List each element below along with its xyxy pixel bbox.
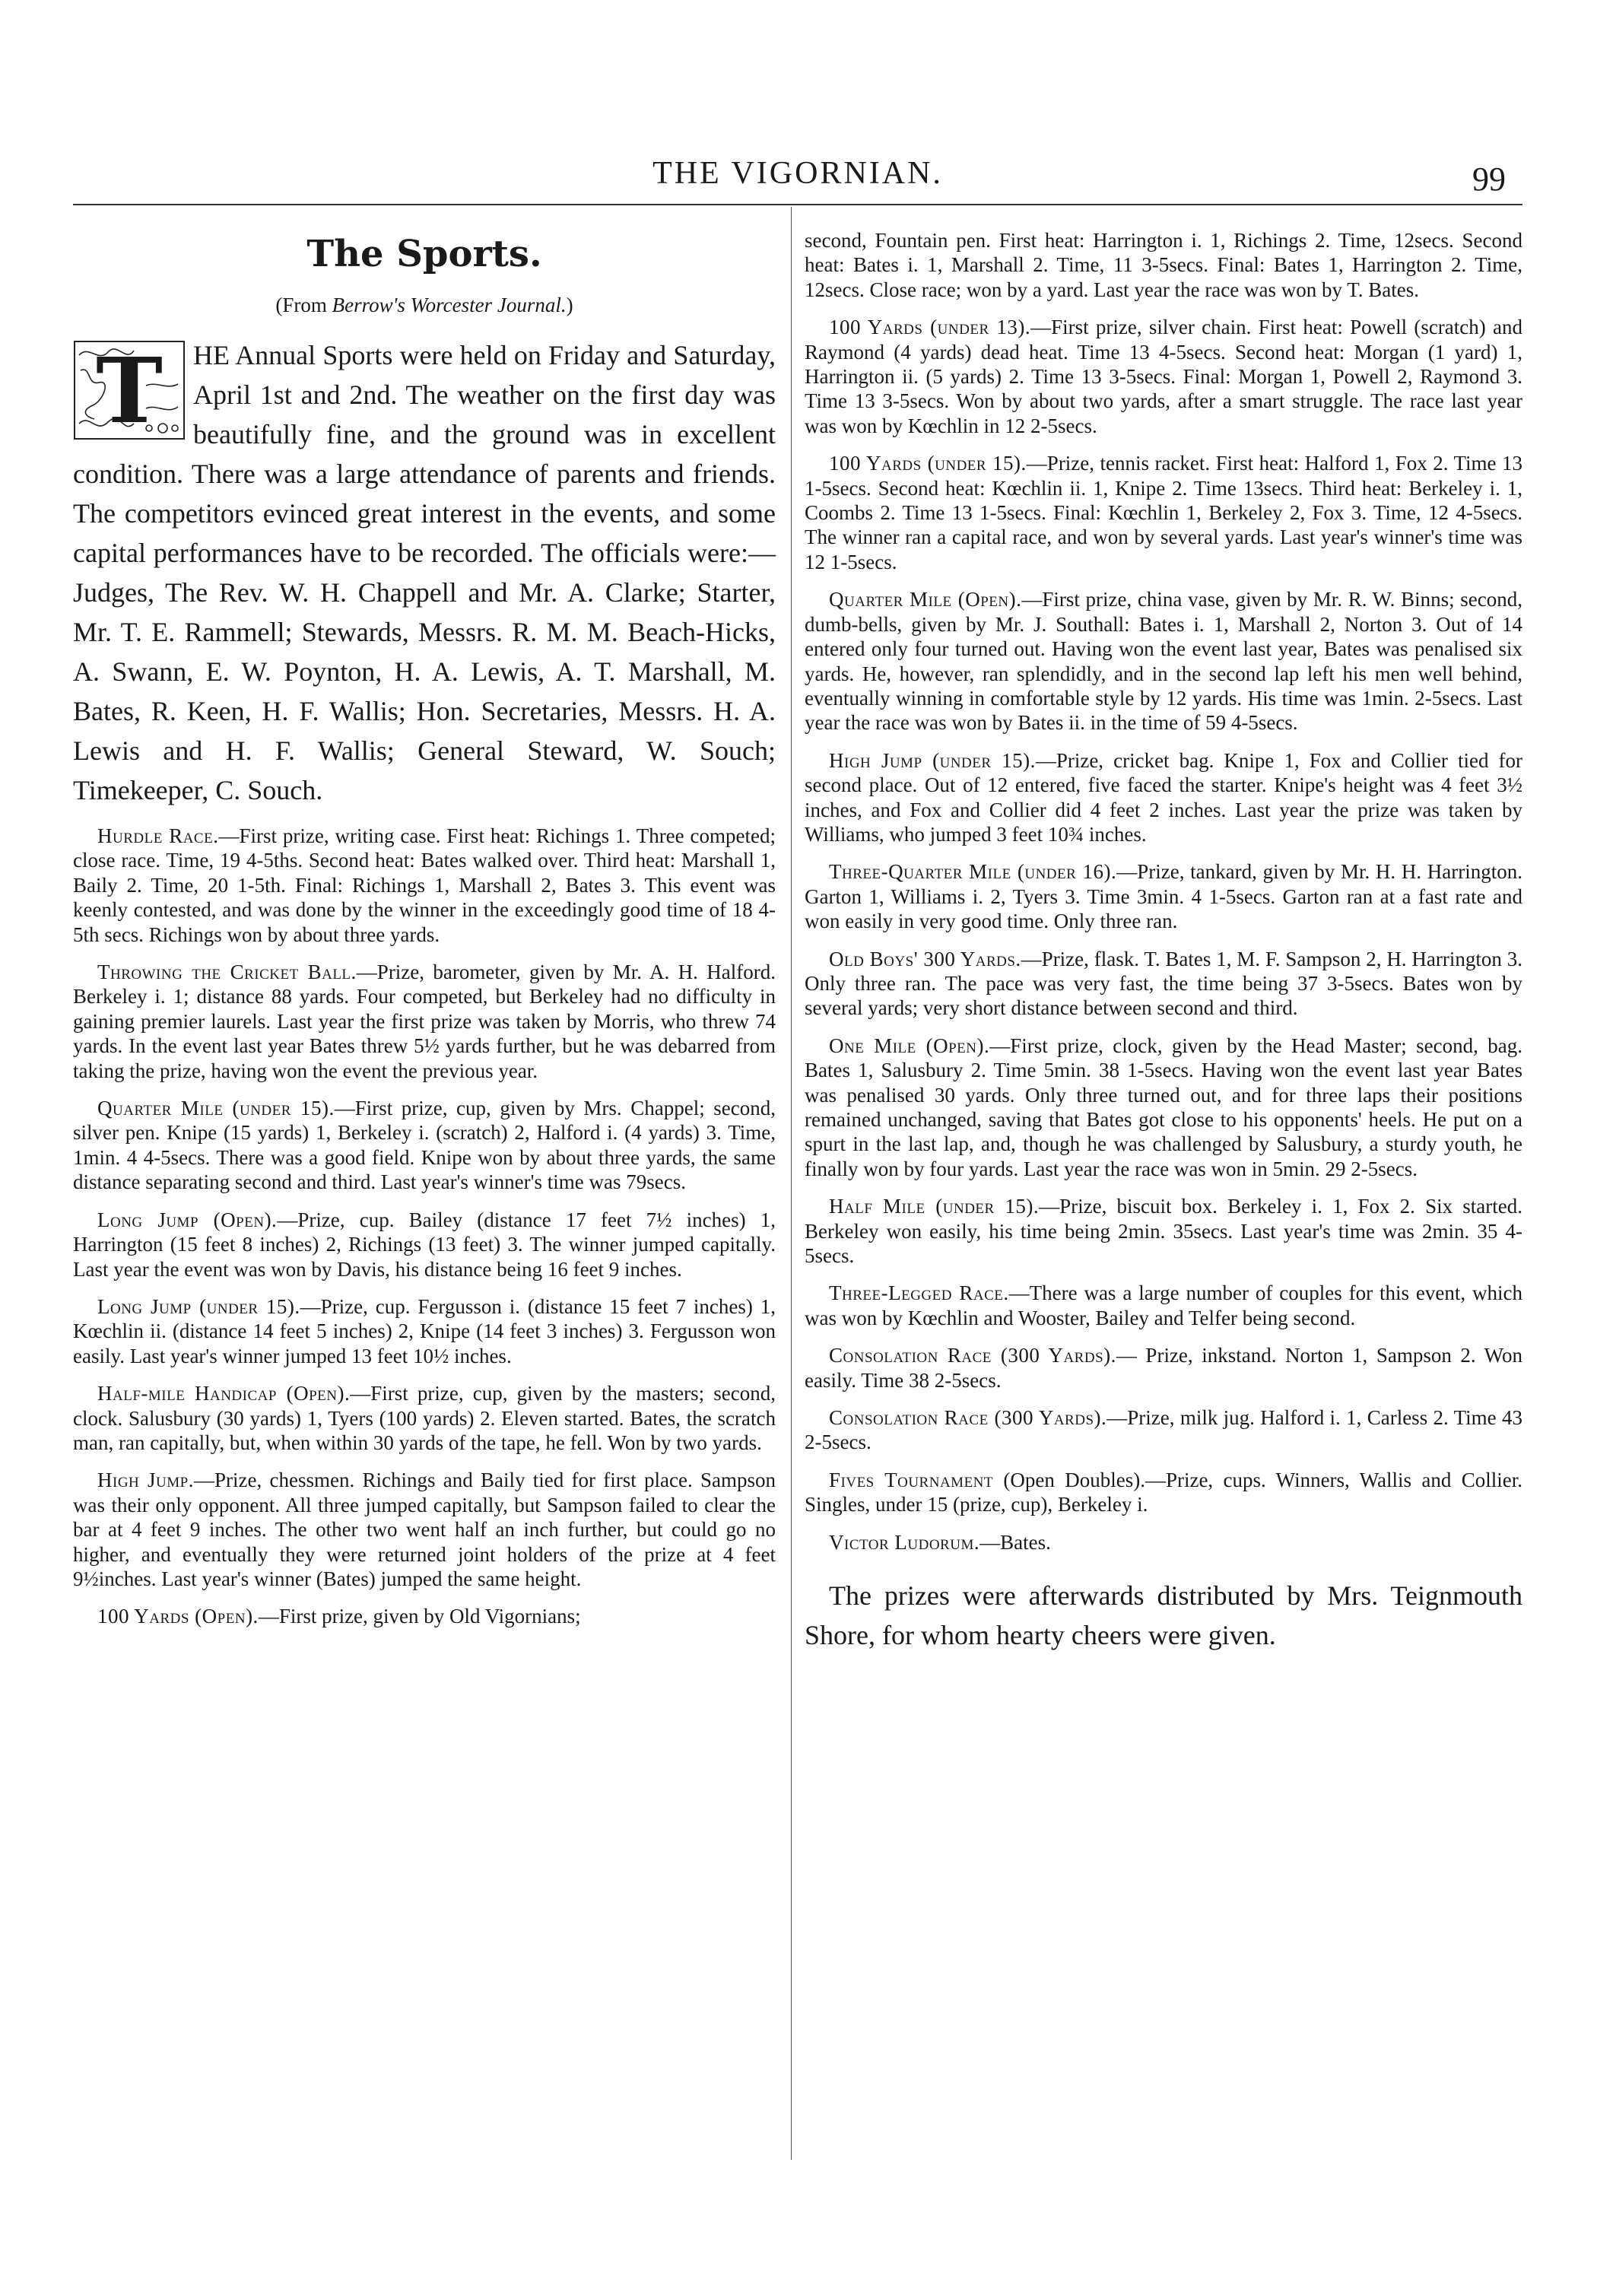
event-heading: Consolation Race (300 Yards). xyxy=(829,1406,1107,1430)
event-text: —Prize, milk jug. Halford i. 1, Carless 2. Time 43 2-5secs. xyxy=(805,1406,1522,1454)
event-text: —Prize, chessmen. Richings and Baily tied for first place. Sampson was their only opponent. All three jumped capitally, but Sampson failed to clear the bar at 4 feet 9 inches. The other two went half an inch further, but could go no higher, and eventually they were returned joint holders of the prize at 4 feet 9½inches. Last year's winner (Bates) jumped the same height. xyxy=(73,1469,776,1590)
running-title: THE VIGORNIAN. xyxy=(652,156,943,191)
event-heading: Throwing the Cricket Ball. xyxy=(97,961,357,984)
event-text: —Prize, tennis racket. First heat: Halford 1, Fox 2. Time 13 1-5secs. Second heat: Kœchlin ii. 1, Knipe 2. Time 13secs. Third heat: Berkeley i. 1, Coombs 2. Time 13 1-5secs. Final: Kœchlin 1, Berkeley 2, Fox 3. Time, 12 4-5secs. The winner ran a capital race, and won by several yards. Last year's winner's time was 12 1-5secs. xyxy=(805,452,1522,573)
event-entry xyxy=(73,1096,776,1195)
ornamental-dropcap xyxy=(73,340,186,440)
event-text: —Prize, flask. T. Bates 1, M. F. Sampson 2, H. Harrington 3. Only three ran. The pace was very fast, the time being 37 3-5secs. Bates won by several yards; very short distance between second and third. xyxy=(805,947,1522,1020)
event-heading: Quarter Mile (Open). xyxy=(829,588,1022,611)
event-text: —First prize, silver chain. First heat: Powell (scratch) and Raymond (4 yards) dead heat. Time 13 4-5secs. Second heat: Morgan (1 yard) 1, Harrington ii. (5 yards) 2. Time 13 3-5secs. Final: Morgan 1, Powell 2, Raymond 3. Time 13 3-5secs. Won by about two yards, after a smart struggle. The race last year was won by Kœchlin in 12 2-5secs. xyxy=(805,316,1522,437)
event-entry xyxy=(805,1468,1522,1517)
event-entry xyxy=(73,1468,776,1591)
event-text: —Bates. xyxy=(979,1530,1051,1554)
event-entry xyxy=(73,824,776,947)
event-entry xyxy=(73,1208,776,1281)
event-heading: Quarter Mile (under 15). xyxy=(97,1097,335,1120)
event-entry xyxy=(805,1530,1522,1554)
intro-paragraph xyxy=(73,335,776,810)
event-heading: Half Mile (under 15). xyxy=(829,1195,1040,1218)
event-text: (Open Doubles).—Prize, cups. Winners, Wallis and Collier. Singles, under 15 (prize, cup), Berkeley i. xyxy=(805,1468,1522,1516)
event-heading: 100 Yards (Open). xyxy=(97,1605,259,1628)
event-text: —First prize, clock, given by the Head Master; second, bag. Bates 1, Salusbury 2. Time 5min. 38 1-5secs. Having won the event last year Bates was penalised 30 yards. Only three turned out, and for three laps their positions remained unchanged, saving that Bates got close to his opponents' heels. He put on a spurt in the last lap, and, though he was challenged by Salusbury, a sturdy youth, he finally won by four yards. Last year the race was won in 5min. 29 2-5secs. xyxy=(805,1034,1522,1180)
event-entry xyxy=(805,451,1522,574)
event-entry xyxy=(805,1281,1522,1330)
header-rule xyxy=(73,204,1522,205)
event-text: —First prize, cup, given by Mrs. Chappel; second, silver pen. Knipe (15 yards) 1, Berkeley i. (scratch) 2, Halford i. (4 yards) 3. Time, 1min. 4 4-5secs. There was a good field. Knipe won by about three yards, the same distance separating second and third. Last year's winner's time was 79secs. xyxy=(73,1097,776,1194)
event-entry xyxy=(73,1604,776,1628)
event-text: — Prize, inkstand. Norton 1, Sampson 2. Won easily. Time 38 2-5secs. xyxy=(805,1344,1522,1392)
page-header xyxy=(73,149,1522,202)
event-text: —Prize, cup. Bailey (distance 17 feet 7½ inches) 1, Harrington (15 feet 8 inches) 2, Richings (13 feet) 3. The winner jumped capitally. Last year the event was won by Davis, his distance being 16 feet 9 inches. xyxy=(73,1208,776,1281)
continued-entry: second, Fountain pen. First heat: Harrington i. 1, Richings 2. Time, 12secs. Second heat: Bates i. 1, Marshall 2. Time, 11 3-5secs. Final: Bates 1, Harrington 2. Time, 12secs. Close race; won by a yard. Last year the race was won by T. Bates. xyxy=(805,229,1522,301)
event-entry xyxy=(805,587,1522,735)
article-title: The Sports. xyxy=(306,233,542,275)
event-heading: One Mile (Open). xyxy=(829,1034,990,1057)
event-text: —Prize, cup. Fergusson i. (distance 15 feet 7 inches) 1, Kœchlin ii. (distance 14 feet 5 inches) 2, Knipe (14 feet 3 inches) 3. Fergusson won easily. Last year's winner jumped 13 feet 10½ inches. xyxy=(73,1294,776,1367)
event-text: —First prize, cup, given by the masters; second, clock. Salusbury (30 yards) 1, Tyers (100 yards) 2. Eleven started. Bates, the scratch man, ran capitally, but, when within 30 yards of the tape, he fell. Won by two yards. xyxy=(73,1382,776,1454)
event-text: —Prize, biscuit box. Berkeley i. 1, Fox 2. Six started. Berkeley won easily, his time being 2min. 35secs. Last year's time was 2min. 35 4-5secs. xyxy=(805,1195,1522,1268)
source-publication: Berrow's Worcester Journal. xyxy=(332,294,567,316)
event-entry xyxy=(805,859,1522,933)
page-number: 99 xyxy=(1472,160,1506,198)
event-entry xyxy=(805,1405,1522,1455)
event-heading: Consolation Race (300 Yards). xyxy=(829,1344,1116,1367)
event-text: —Prize, cricket bag. Knipe 1, Fox and Collier tied for second place. Out of 12 entered, five faced the starter. Knipe's height was 4 feet 3½ inches, and Fox and Collier did 4 feet 2 inches. Last year the prize was taken by Williams, who jumped 3 feet 10¾ inches. xyxy=(805,748,1522,846)
event-entry xyxy=(805,748,1522,847)
event-heading: Old Boys' 300 Yards. xyxy=(829,947,1021,970)
event-heading: Long Jump (Open). xyxy=(97,1208,278,1231)
right-column xyxy=(805,228,1522,1655)
event-heading: Fives Tournament xyxy=(829,1468,993,1491)
event-text: —First prize, china vase, given by Mr. R. W. Binns; second, dumb-bells, given by Mr. J. Southall: Bates i. 1, Marshall 2, Norton 3. Out of 14 entered only four turned out. Having won the event last year, Bates was penalised six yards. He, however, ran splendidly, and in the second lap left his men well behind, eventually winning in comfortable style by 12 yards. His time was 1min. 2-5secs. Last year the race was won by Bates ii. in the time of 59 4-5secs. xyxy=(805,588,1523,735)
event-heading: High Jump. xyxy=(97,1469,194,1492)
event-text: —First prize, writing case. First heat: Richings 1. Three competed; close race. Time, 19 4-5ths. Second heat: Bates walked over. Third heat: Marshall 1, Baily 2. Time, 20 1-5th. Final: Richings 1, Marshall 2, Bates 3. This event was keenly contested, and was done by the winner in the exceedingly good time of 18 4-5th secs. Richings won by about three yards. xyxy=(73,824,776,946)
event-heading: Hurdle Race. xyxy=(97,824,219,847)
event-entry xyxy=(73,1381,776,1455)
event-heading: 100 Yards (under 15). xyxy=(829,452,1027,475)
event-text: —Prize, tankard, given by Mr. H. H. Harrington. Garton 1, Williams i. 2, Tyers 3. Time 3min. 4 1-5secs. Garton ran at a fast rate and won easily in very good time. Only three ran. xyxy=(805,860,1522,933)
source-prefix: (From xyxy=(275,294,332,316)
event-heading: Half-mile Handicap (Open). xyxy=(97,1382,351,1405)
left-column xyxy=(73,228,776,1642)
dropcap-letter: T xyxy=(96,340,163,440)
event-text: —Prize, barometer, given by Mr. A. H. Halford. Berkeley i. 1; distance 88 yards. Four competed, but Berkeley had no difficulty in gaining premier laurels. Last year the first prize was taken by Morris, who threw 74 yards. In the event last year Bates threw 5½ yards further, but he was debarred from taking the prize, having won the event the previous year. xyxy=(73,961,776,1082)
event-entry xyxy=(805,315,1522,438)
event-heading: Three-Legged Race. xyxy=(829,1281,1009,1305)
closing-paragraph: The prizes were afterwards distributed by Mrs. Teignmouth Shore, for whom hearty cheers were given. xyxy=(805,1580,1522,1651)
event-text: —There was a large number of couples for this event, which was won by Kœchlin and Wooster, Bailey and Telfer being second. xyxy=(805,1281,1522,1329)
event-entry xyxy=(805,1194,1522,1268)
event-heading: Long Jump (under 15). xyxy=(97,1294,300,1318)
event-heading: High Jump (under 15). xyxy=(829,748,1036,772)
event-entry xyxy=(805,1343,1522,1393)
event-entry xyxy=(73,1294,776,1368)
event-heading: Victor Ludorum. xyxy=(829,1530,980,1554)
dropcap-ornament-icon xyxy=(73,340,186,440)
event-entry xyxy=(805,947,1522,1021)
column-divider xyxy=(791,207,792,2160)
intro-text: HE Annual Sports were held on Friday and Saturday, April 1st and 2nd. The weather on the first day was beautifully fine, and the ground was in excellent condition. There was a large attendance of parents and friends. The competitors evinced great interest in the events, and some capital performances have to be recorded. The officials were:—Judges, The Rev. W. H. Chappell and Mr. A. Clarke; Starter, Mr. T. E. Rammell; Stewards, Messrs. R. M. M. Beach-Hicks, A. Swann, E. W. Poynton, H. A. Lewis, A. T. Marshall, M. Bates, R. Keen, H. F. Wallis; Hon. Secretaries, Messrs. H. A. Lewis and H. F. Wallis; General Steward, W. Souch; Timekeeper, C. Souch. xyxy=(73,340,776,805)
event-entry xyxy=(73,960,776,1083)
source-suffix: ) xyxy=(566,294,573,316)
event-heading: Three-Quarter Mile (under 16). xyxy=(829,860,1117,884)
event-text: —First prize, given by Old Vigornians; xyxy=(258,1605,581,1628)
article-source xyxy=(73,294,776,317)
event-entry xyxy=(805,1034,1522,1181)
event-heading: 100 Yards (under 13). xyxy=(829,316,1031,339)
